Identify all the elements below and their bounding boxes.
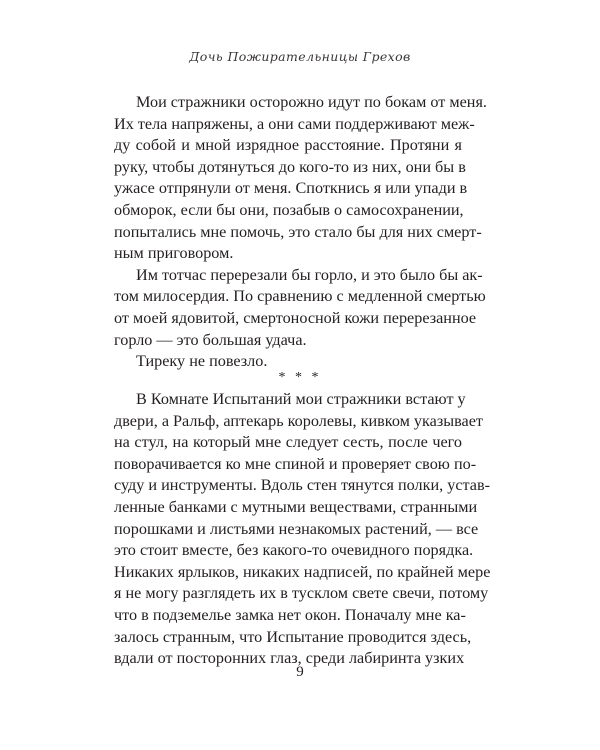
text-line: том милосердия. По сравнению с медленной смертью bbox=[114, 287, 486, 306]
text-section-1 bbox=[114, 92, 487, 373]
text-line: руку, чтобы дотянуться до кого-то из них, они бы в bbox=[114, 157, 466, 176]
text-line: В Комнате Испытаний мои стражники встают у bbox=[136, 390, 466, 408]
text-line: залось странным, что Испытание проводится здесь, bbox=[114, 627, 472, 646]
text-line: я не могу разглядеть их в тусклом свете свечи, потому bbox=[114, 584, 489, 603]
text-line: поворачивается ко мне спиной и проверяет свою по- bbox=[114, 454, 477, 473]
text-line: горло — это большая удача. bbox=[114, 330, 307, 349]
text-line: порошками и листьями незнакомых растений, — все bbox=[114, 519, 479, 538]
text-line: попытались мне помочь, это стало бы для них смерт- bbox=[114, 222, 482, 241]
text-line: Тиреку не повезло. bbox=[136, 352, 268, 371]
text-section-2 bbox=[114, 389, 491, 670]
text-line: Им тотчас перерезали бы горло, и это было бы ак- bbox=[136, 265, 483, 284]
text-line: от моей ядовитой, смертоносной кожи перерезанное bbox=[114, 308, 477, 327]
section-separator: * * * bbox=[278, 370, 322, 385]
running-header: Дочь Пожирательницы Грехов bbox=[189, 49, 411, 64]
text-line: на стул, на который мне следует сесть, после чего bbox=[114, 433, 462, 452]
page-number: 9 bbox=[296, 664, 304, 680]
text-line: двери, а Ральф, аптекарь королевы, кивком указывает bbox=[114, 411, 483, 430]
text-line: Никаких ярлыков, никаких надписей, по крайней мере bbox=[114, 562, 491, 581]
text-line: что в подземелье замка нет окон. Поначалу мне ка- bbox=[114, 605, 466, 624]
text-line: ду собой и мной изрядное расстояние. Протяни я bbox=[114, 136, 462, 155]
text-line: суду и инструменты. Вдоль стен тянутся полки, устав- bbox=[114, 476, 491, 495]
text-line: это стоит вместе, без какого-то очевидного порядка. bbox=[114, 541, 474, 560]
text-line: ужасе отпрянули от меня. Споткнись я или упади в bbox=[114, 179, 468, 198]
text-line: ным приговором. bbox=[114, 244, 234, 263]
text-line: Мои стражники осторожно идут по бокам от меня. bbox=[136, 93, 487, 111]
text-line: Их тела напряжены, а они сами поддерживают меж- bbox=[114, 114, 475, 133]
text-line: обморок, если бы они, позабыв о самосохранении, bbox=[114, 200, 464, 219]
text-line: ленные банками с мутными веществами, странными bbox=[114, 497, 478, 516]
text-line: вдали от посторонних глаз, среди лабиринта узких bbox=[114, 649, 465, 668]
